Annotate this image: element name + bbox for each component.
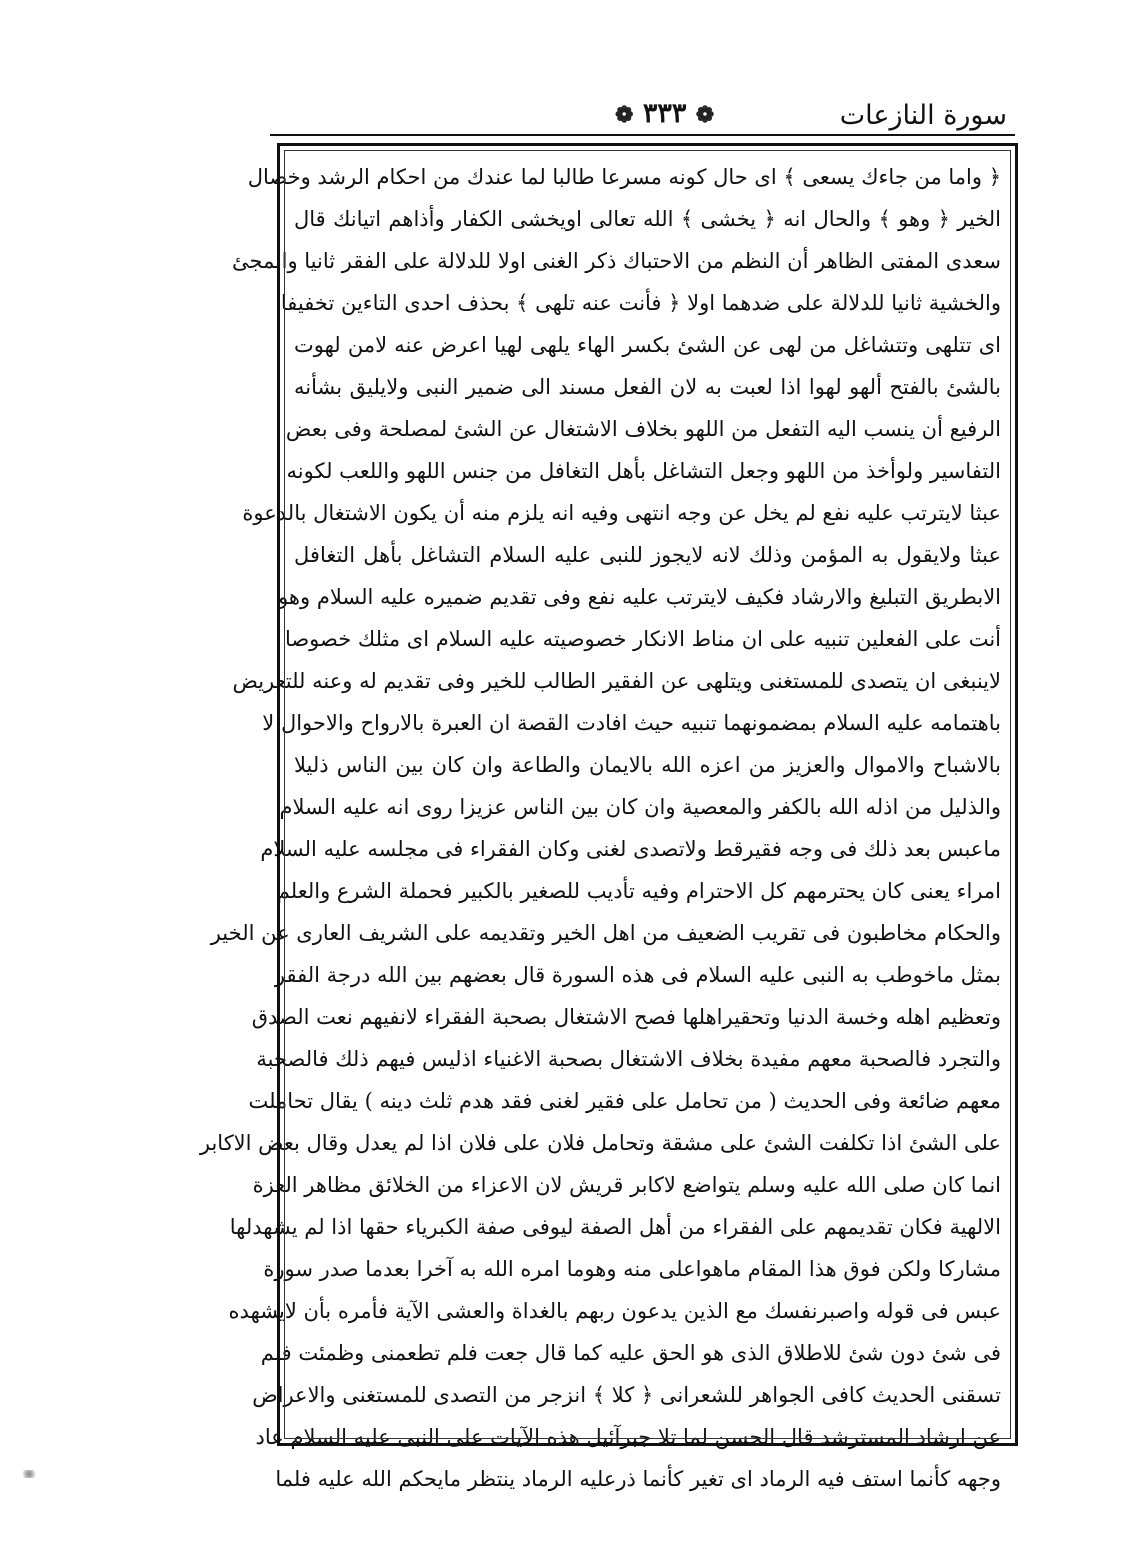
- text-line: أنت على الفعلين تنبيه على ان مناط الانكار خصوصيته عليه السلام اى مثلك خصوصا: [284, 627, 1001, 651]
- text-line: انما كان صلى الله عليه وسلم يتواضع لاكابر قريش لان الاعزاء من الخلائق مظاهر العزة: [252, 1173, 1001, 1197]
- text-line: امراء يعنى كان يحترمهم كل الاحترام وفيه تأديب للصغير بالكبير فحملة الشرع والعلم: [276, 879, 1001, 903]
- text-line: والذليل من اذله الله بالكفر والمعصية وان كان بين الناس عزيزا روى انه عليه السلام: [279, 795, 1001, 819]
- text-line: بالشئ بالفتح ألهو لهوا اذا لعبت به لان الفعل مسند الى ضمير النبى ولايليق بشأنه: [294, 375, 1001, 399]
- text-line: ماعبس بعد ذلك فى وجه فقيرقط ولاتصدى لغنى وكان الفقراء فى مجلسه عليه السلام: [260, 837, 1001, 861]
- surah-title: سورة النازعات: [839, 100, 1007, 131]
- text-line: الابطريق التبليغ والارشاد فكيف لايترتب عليه نفع وفى تقديم ضميره عليه السلام وهو: [278, 585, 1001, 609]
- text-line: فى شئ دون شئ للاطلاق الذى هو الحق عليه كما قال جعت فلم تطعمنى وظمئت فلم: [260, 1341, 1001, 1365]
- text-line: الرفيع أن ينسب اليه التفعل من اللهو بخلاف الاشتغال عن الشئ لمصلحة وفى بعض: [285, 417, 1001, 441]
- page-header: [270, 96, 1015, 140]
- text-line: ﴿ واما من جاءك يسعى ﴾ اى حال كونه مسرعا طالبا لما عندك من احكام الرشد وخصال: [247, 165, 1001, 189]
- text-line: الخير ﴿ وهو ﴾ والحال انه ﴿ يخشى ﴾ الله تعالى اويخشى الكفار وأذاهم اتيانك قال: [294, 207, 1001, 231]
- text-line: مشاركا ولكن فوق هذا المقام ماهواعلى منه وهوما امره الله به آخرا بعدما صدر سورة: [263, 1257, 1001, 1281]
- text-line: عبثا ولايقول به المؤمن وذلك لانه لايجوز للنبى عليه السلام التشاغل بأهل التغافل: [294, 543, 1001, 567]
- text-line: باهتمامه عليه السلام بمضمونهما تنبيه حيث افادت القصة ان العبرة بالارواح والاحوال لا: [262, 711, 1001, 735]
- text-line: عن ارشاد المسترشد قال الحسن لما تلا جبرآئيل هذه الآيات على النبى عليه السلام عاد: [255, 1425, 1001, 1449]
- body-text: [199, 156, 1001, 1500]
- text-line: لاينبغى ان يتصدى للمستغنى ويتلهى عن الفقير الطالب للخير وفى تقديم له وعنه للتعريض: [232, 669, 1001, 693]
- text-line: الالهية فكان تقديمهم على الفقراء من أهل الصفة ليوفى صفة الكبرياء حقها اذا لم يشهدلها: [229, 1215, 1001, 1239]
- ornament-icon: ❁: [695, 102, 715, 128]
- text-line: اى تتلهى وتتشاغل من لهى عن الشئ بكسر الهاء يلهى لهيا اعرض عنه لامن لهوت: [294, 333, 1001, 357]
- text-line: والتجرد فالصحبة معهم مفيدة بخلاف الاشتغال بصحبة الاغنياء اذليس فيهم ذلك فالصحبة: [256, 1047, 1001, 1071]
- text-line: التفاسير ولوأخذ من اللهو وجعل التشاغل بأهل التغافل من جنس اللهو واللعب لكونه: [286, 459, 1001, 483]
- text-line: معهم ضائعة وفى الحديث ( من تحامل على فقير لغنى فقد هدم ثلث دينه ) يقال تحاملت: [248, 1089, 1001, 1113]
- text-line: عبس فى قوله واصبرنفسك مع الذين يدعون ربهم بالغداة والعشى الآية فأمره بأن لايشهده: [228, 1299, 1001, 1323]
- text-line: عبثا لايترتب عليه نفع لم يخل عن وجه انتهى وفيه انه يلزم منه أن يكون الاشتغال بالدعوة: [242, 501, 1001, 525]
- text-line: والحكام مخاطبون فى تقريب الضعيف من اهل الخير وتقديمه على الشريف العارى عن الخير: [210, 921, 1001, 945]
- text-frame: [199, 143, 1018, 1491]
- ornament-icon: ❁: [615, 102, 634, 128]
- header-rule: [270, 134, 1015, 136]
- text-line: سعدى المفتى الظاهر أن النظم من الاحتباك ذكر الغنى اولا للدلالة على الفقر ثانيا والمجئ: [232, 249, 1001, 273]
- page-number-value: ٣٣٣: [642, 98, 687, 129]
- text-line: بالاشباح والاموال والعزيز من اعزه الله بالايمان والطاعة وان كان بين الناس ذليلا: [294, 753, 1001, 777]
- scan-speck: [20, 1470, 38, 1478]
- text-line: والخشية ثانيا للدلالة على ضدهما اولا ﴿ فأنت عنه تلهى ﴾ بحذف احدى التاءين تخفيفا: [280, 291, 1001, 315]
- text-line: بمثل ماخوطب به النبى عليه السلام فى هذه السورة قال بعضهم بين الله درجة الفقر: [274, 963, 1001, 987]
- text-line: تسقنى الحديث كافى الجواهر للشعرانى ﴿ كلا ﴾ انزجر من التصدى للمستغنى والاعراض: [252, 1383, 1001, 1407]
- page-number: [615, 98, 714, 129]
- text-line: على الشئ اذا تكلفت الشئ على مشقة وتحامل فلان على فلان اذا لم يعدل وقال بعض الاكابر: [199, 1131, 1001, 1155]
- text-line: وتعظيم اهله وخسة الدنيا وتحقيراهلها فصح الاشتغال بصحبة الفقراء لانفيهم نعت الصدق: [251, 1005, 1001, 1029]
- text-line: وجهه كأنما استف فيه الرماد اى تغير كأنما ذرعليه الرماد ينتظر مايحكم الله عليه فلما: [275, 1467, 1001, 1491]
